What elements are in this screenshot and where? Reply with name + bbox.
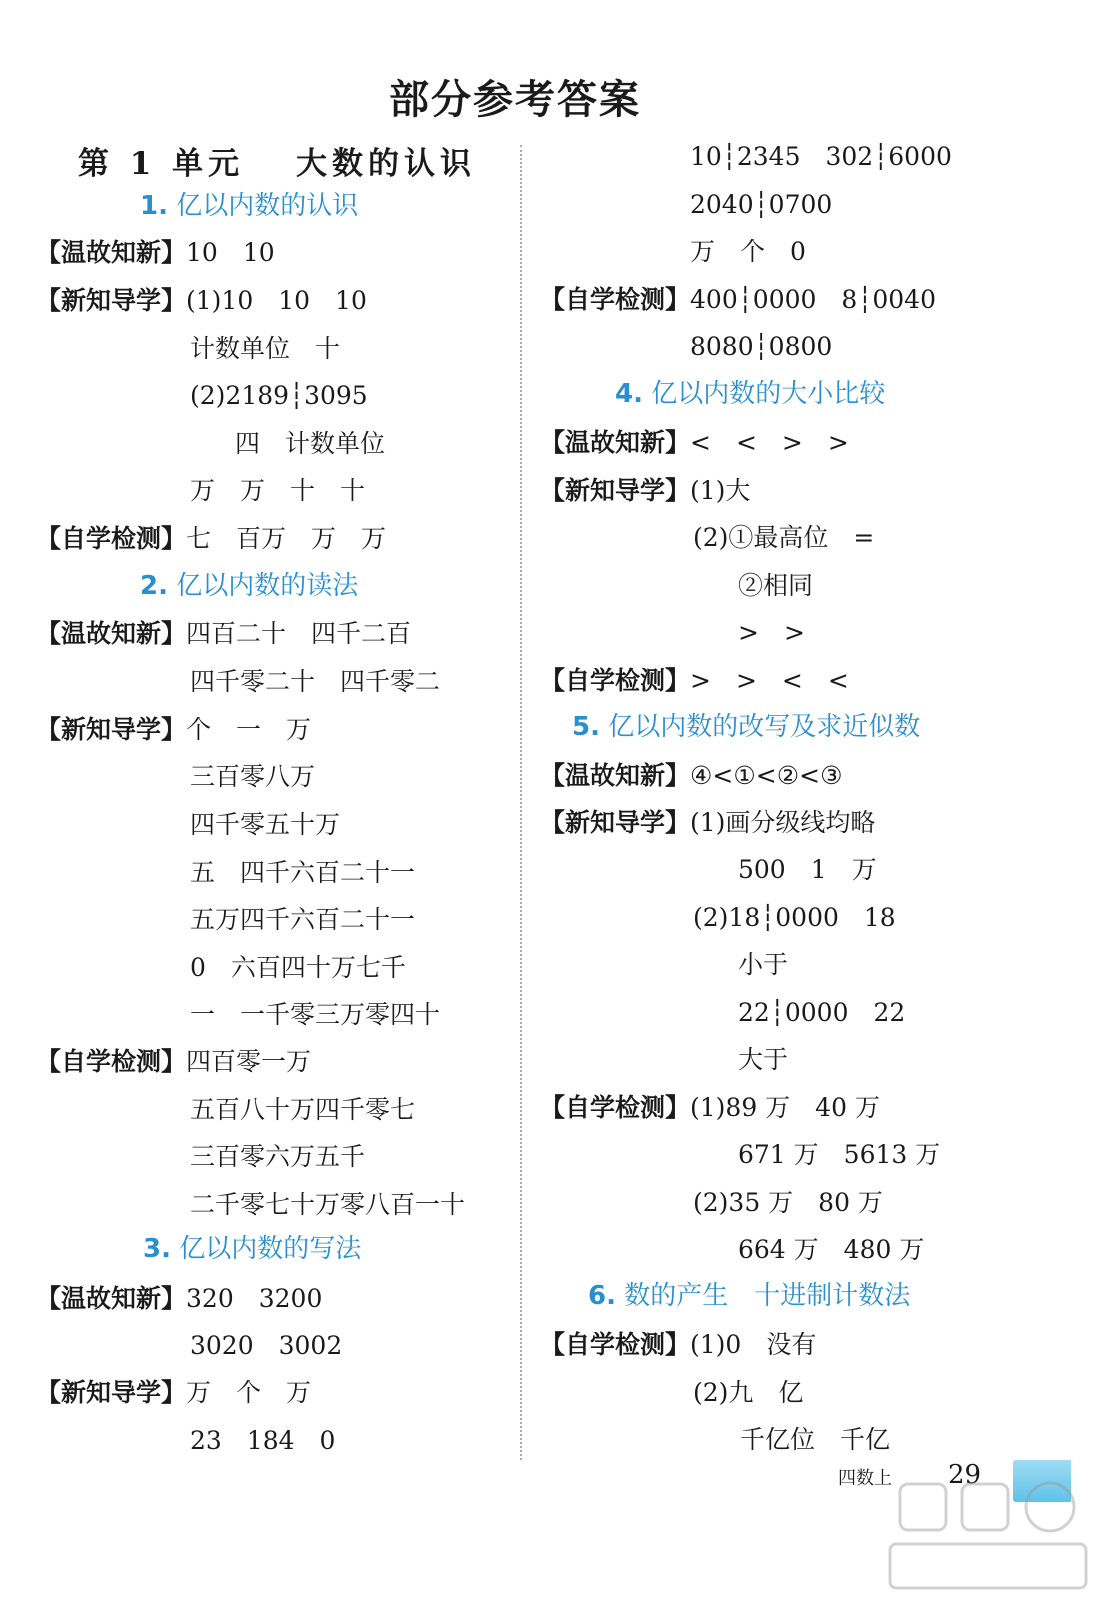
- label-learn: 【新知导学】: [36, 1378, 187, 1407]
- answer-line: 【自学检测】(1)89 万 40 万: [540, 1093, 880, 1122]
- answer-line: (2)九 亿: [693, 1378, 804, 1407]
- answer-line: 万 万 十 十: [190, 476, 366, 505]
- answer-line: 2040┆0700: [690, 190, 833, 219]
- label-check: 【自学检测】: [36, 1047, 187, 1076]
- answer-line: 664 万 480 万: [738, 1235, 925, 1264]
- label-review: 【温故知新】: [540, 428, 691, 457]
- section-heading: 3. 亿以内数的写法: [143, 1234, 362, 1264]
- answer-line: 【自学检测】400┆0000 8┆0040: [540, 285, 936, 314]
- page-number: 29: [948, 1460, 982, 1490]
- answer-line: 三百零八万: [190, 762, 316, 791]
- answer-line: 3020 3002: [190, 1331, 343, 1360]
- answer-line: 四 计数单位: [235, 429, 386, 458]
- answer-line: (2)2189┆3095: [190, 381, 368, 410]
- label-check: 【自学检测】: [540, 666, 691, 695]
- section-heading: 5. 亿以内数的改写及求近似数: [572, 712, 921, 742]
- answer-line: 【温故知新】320 3200: [36, 1284, 323, 1313]
- label-check: 【自学检测】: [540, 1330, 691, 1359]
- answer-line: 【自学检测】> > < <: [540, 666, 849, 695]
- label-check: 【自学检测】: [540, 1093, 691, 1122]
- answer-line: 671 万 5613 万: [738, 1140, 941, 1169]
- answer-line: 0 六百四十万七千: [190, 953, 406, 982]
- answer-line: 【温故知新】④<①<②<③: [540, 761, 843, 790]
- label-learn: 【新知导学】: [36, 715, 187, 744]
- watermark-logo: [880, 1478, 1095, 1598]
- answer-line: 【新知导学】万 个 万: [36, 1378, 312, 1407]
- answer-line: 五 四千六百二十一: [190, 858, 416, 887]
- answer-line: 【新知导学】(1)10 10 10: [36, 286, 367, 315]
- answer-line: 【自学检测】(1)0 没有: [540, 1330, 817, 1359]
- label-review: 【温故知新】: [36, 1284, 187, 1313]
- book-label: 四数上: [838, 1468, 892, 1489]
- answer-line: 千亿位 千亿: [740, 1425, 891, 1454]
- answer-line: (2)①最高位 =: [693, 523, 875, 552]
- answer-line: 小于: [738, 950, 789, 979]
- answer-line: 【新知导学】(1)大: [540, 476, 751, 505]
- answer-line: 【温故知新】10 10: [36, 238, 275, 267]
- answer-line: 计数单位 十: [190, 334, 341, 363]
- answer-line: 【温故知新】四百二十 四千二百: [36, 619, 412, 648]
- answer-line: 二千零七十万零八百一十: [190, 1190, 466, 1219]
- section-heading: 4. 亿以内数的大小比较: [615, 379, 886, 409]
- answer-line: 四千零二十 四千零二: [190, 667, 441, 696]
- label-learn: 【新知导学】: [540, 808, 691, 837]
- section-heading: 6. 数的产生 十进制计数法: [588, 1281, 911, 1311]
- label-review: 【温故知新】: [36, 238, 187, 267]
- answer-line: (2)18┆0000 18: [693, 903, 896, 932]
- answer-line: 三百零六万五千: [190, 1142, 366, 1171]
- page-title: 部分参考答案: [389, 76, 641, 123]
- label-check: 【自学检测】: [36, 524, 187, 553]
- answer-line: ②相同: [738, 571, 814, 600]
- section-heading: 2. 亿以内数的读法: [140, 571, 359, 601]
- unit-title: 第 1 单元 大数的认识: [78, 146, 476, 182]
- section-heading: 1. 亿以内数的认识: [140, 191, 359, 221]
- answer-line: 【自学检测】四百零一万: [36, 1047, 312, 1076]
- label-learn: 【新知导学】: [540, 476, 691, 505]
- answer-line: 500 1 万: [738, 855, 877, 884]
- answer-line: 【新知导学】个 一 万: [36, 715, 312, 744]
- answer-line: 万 个 0: [690, 237, 806, 266]
- answer-line: 【自学检测】七 百万 万 万: [36, 524, 387, 553]
- answer-line: > >: [738, 618, 805, 647]
- label-review: 【温故知新】: [36, 619, 187, 648]
- column-divider: [520, 145, 522, 1460]
- label-check: 【自学检测】: [540, 285, 691, 314]
- answer-line: 五万四千六百二十一: [190, 905, 416, 934]
- answer-line: 8080┆0800: [690, 332, 833, 361]
- answer-line: 22┆0000 22: [738, 998, 906, 1027]
- answer-line: 五百八十万四千零七: [190, 1095, 416, 1124]
- answer-line: 23 184 0: [190, 1426, 336, 1455]
- answer-line: 一 一千零三万零四十: [190, 1000, 441, 1029]
- answer-line: 四千零五十万: [190, 810, 341, 839]
- answer-line: 【新知导学】(1)画分级线均略: [540, 808, 876, 837]
- answer-line: (2)35 万 80 万: [693, 1188, 883, 1217]
- answer-line: 【温故知新】< < > >: [540, 428, 849, 457]
- label-learn: 【新知导学】: [36, 286, 187, 315]
- answer-line: 大于: [738, 1045, 789, 1074]
- label-review: 【温故知新】: [540, 761, 691, 790]
- answer-line: 10┆2345 302┆6000: [690, 142, 952, 171]
